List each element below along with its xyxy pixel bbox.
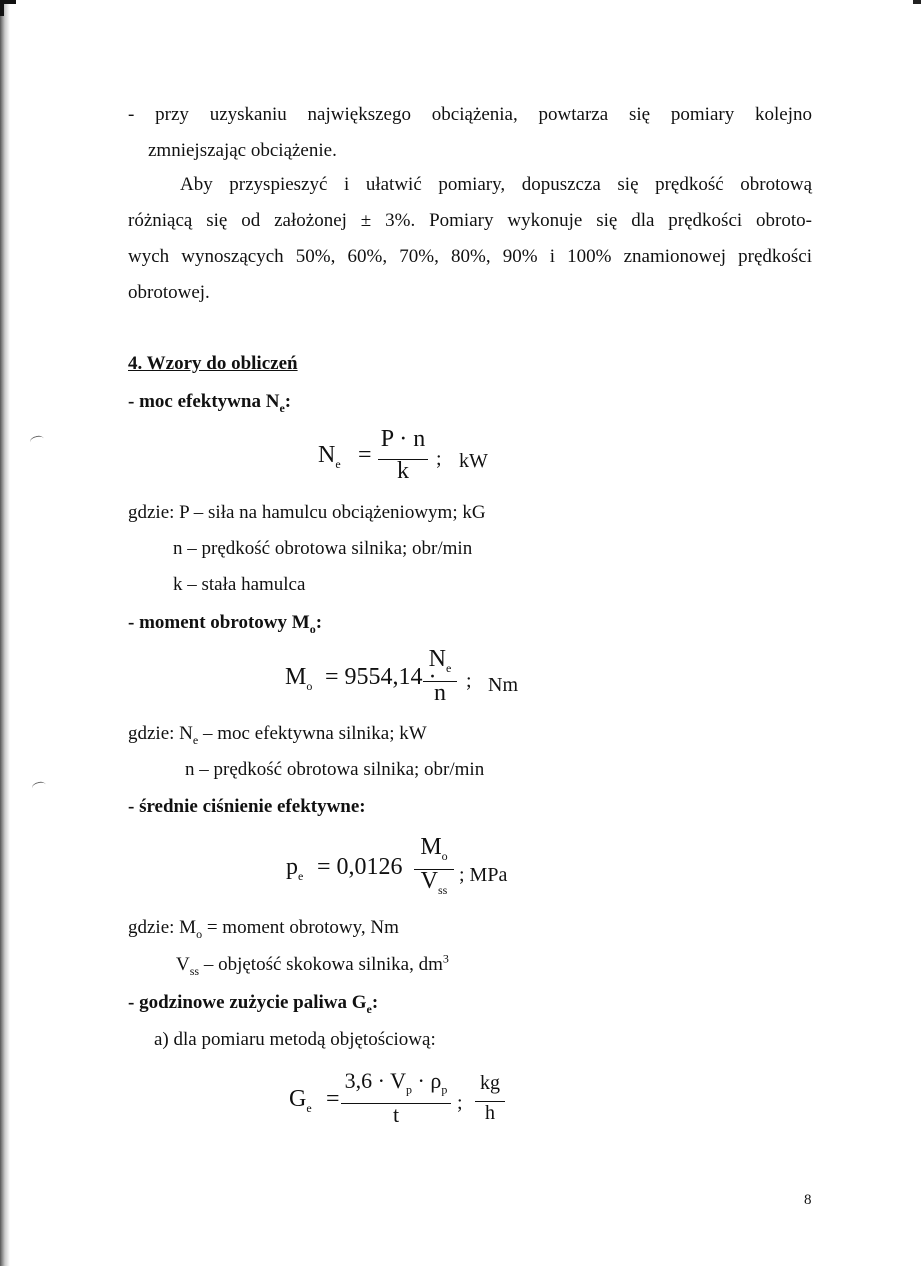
page-number: 8 — [804, 1192, 812, 1208]
heading-mo: - moment obrotowy $M_o$: — [128, 612, 323, 636]
where-line: n – prędkość obrotowa silnika; obr/min — [173, 538, 473, 559]
scan-edge — [0, 0, 10, 1266]
text-line: różniącą się od założonej ± 3%. Pomiary wykonuje się dla prędkości obroto- — [128, 210, 812, 231]
heading-ge: - godzinowe zużycie paliwa $G_e$: — [128, 992, 379, 1016]
where-line: $V_{ss}$ – objętość skokowa silnika, $dm^3$ — [176, 951, 449, 978]
text-line: zmniejszając obciążenie. — [148, 140, 337, 161]
list-item: a) dla pomiaru metodą objętościową: — [154, 1029, 436, 1050]
where-line: gdzie: $N_e$ – moc efektywna silnika; kW — [128, 723, 427, 747]
text-line: wych wynoszących 50%, 60%, 70%, 80%, 90% i 100% znamionowej prędkości — [128, 246, 812, 267]
corner-crop-mark — [0, 0, 16, 16]
text-line: - przy uzyskaniu największego obciążenia, powtarza się pomiary kolejno — [128, 104, 812, 125]
formula-mo: $M_o$ = 9554,14 · $N_e$ n ; Nm — [285, 646, 518, 706]
formula-ne: $N_e$ = P · n k ; kW — [318, 426, 488, 484]
body-paragraph — [128, 167, 812, 311]
heading-pe: - średnie ciśnienie efektywne: — [128, 796, 366, 817]
margin-scribble — [29, 434, 45, 446]
section-title: 4. Wzory do obliczeń — [128, 353, 298, 374]
text-line: obrotowej. — [128, 282, 210, 303]
intro-item — [128, 97, 812, 133]
formula-ge: $G_e$ = $3,6 \cdot V_p \cdot \rho_p$ t ; kg h — [289, 1068, 519, 1134]
where-line: n – prędkość obrotowa silnika; obr/min — [185, 759, 485, 780]
where-line: gdzie: $M_o$ = moment obrotowy, Nm — [128, 917, 399, 941]
where-line: k – stała hamulca — [173, 574, 306, 595]
formula-pe: $p_e$ = 0,0126 $M_o$ $V_{ss}$ ; MPa — [286, 834, 508, 897]
heading-ne: - moc efektywna $N_e$: — [128, 391, 292, 415]
where-line: gdzie: P – siła na hamulcu obciążeniowym; kG — [128, 502, 486, 523]
margin-scribble — [31, 780, 47, 792]
corner-scan-mark — [913, 0, 921, 4]
text-line: Aby przyspieszyć i ułatwić pomiary, dopuszcza się prędkość obrotową — [180, 174, 812, 195]
